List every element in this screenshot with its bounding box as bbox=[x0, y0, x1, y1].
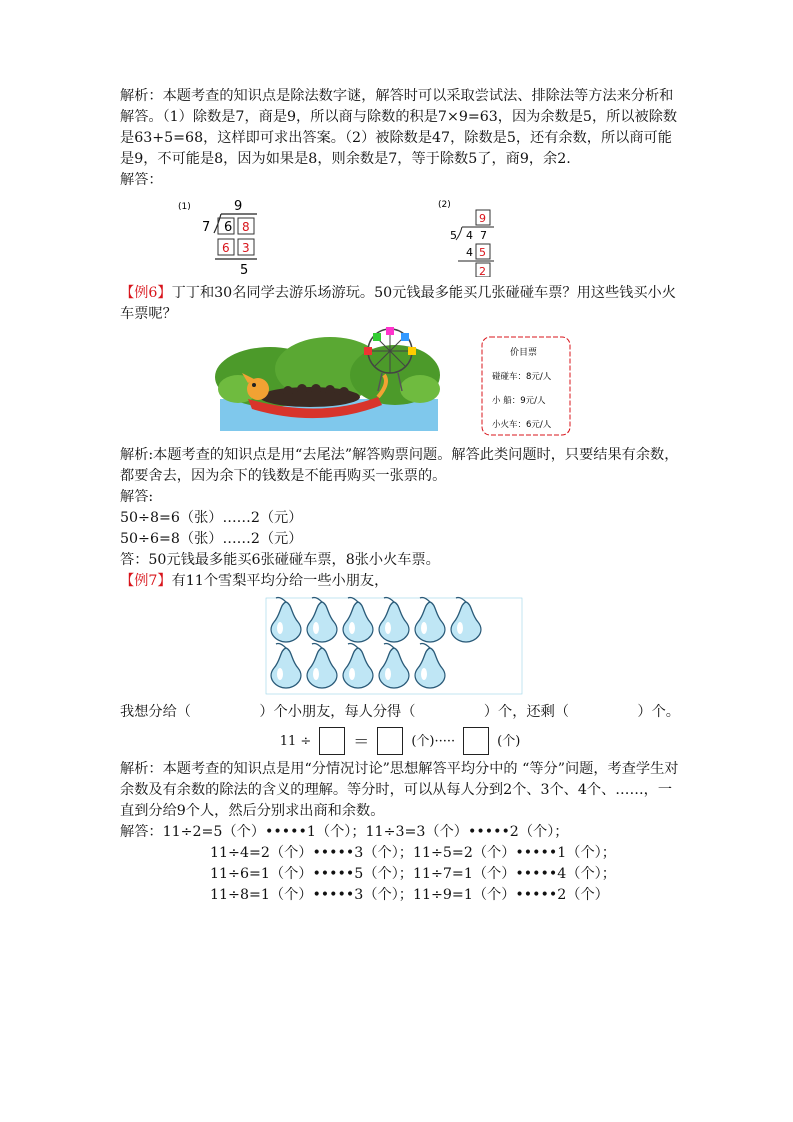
example-7-answers bbox=[210, 843, 680, 906]
pear-icon bbox=[343, 598, 373, 643]
puzzle-2-dividend-digit-2: 7 bbox=[480, 229, 487, 242]
example-6-conclusion: 答：50元钱最多能买6张碰碰车票，8张小火车票。 bbox=[120, 552, 440, 568]
puzzle-1-product-digit-1: 6 bbox=[222, 241, 230, 255]
equation-equals: ＝ bbox=[353, 731, 370, 751]
example-6-heading bbox=[120, 283, 680, 325]
divisor-box[interactable] bbox=[319, 727, 345, 755]
answer-label-1: 解答： bbox=[120, 172, 163, 188]
example-7-tag: 【例7】 bbox=[120, 573, 172, 589]
analysis-paragraph-1: 解析：本题考查的知识点是除法数字谜，解答时可以采取尝试法、排除法等方法来分析和解答。（1）除数是7，商是9，所以商与除数的积是7×9=63，因为余数是5，所以被除数是63+5=68，这样即可求出答案。（2）被除数是47，除数是5，还有余数，所以商可能是9，不可能是8，因为如果是8，则余数是7，等于除数5了，商9，余2. bbox=[120, 88, 678, 167]
example-7-text: 有11个雪梨平均分给一些小朋友， bbox=[171, 573, 389, 589]
example-6-text: 丁丁和30名同学去游乐场游玩。50元钱最多能买几张碰碰车票？用这些钱买小火车票呢？ bbox=[120, 285, 676, 322]
pear-icon bbox=[343, 644, 373, 689]
fill-in-sentence bbox=[120, 702, 680, 723]
puzzle-2-quotient-filled: 9 bbox=[479, 212, 486, 225]
puzzle-1-divisor: 7 bbox=[202, 220, 211, 235]
puzzle-1 bbox=[178, 199, 257, 277]
pear-icon bbox=[379, 598, 409, 643]
sentence-part-4: ）个。 bbox=[637, 704, 680, 720]
example-6-line-1: 50÷8=6（张）……2（元） bbox=[120, 510, 303, 526]
puzzle-1-product-digit-2: 3 bbox=[242, 241, 250, 255]
price-row-bumper-car: 碰碰车：8元/人 bbox=[492, 372, 552, 382]
puzzle-2-dividend-digit-1: 4 bbox=[466, 229, 473, 242]
equation-lhs: 11 ÷ bbox=[279, 733, 312, 749]
pears-svg bbox=[120, 596, 680, 696]
example-7-answer-line-3: 11÷8=1（个）•••••3（个）；11÷9=1（个）•••••2（个） bbox=[210, 887, 609, 903]
example-7-answer-line-2: 11÷6=1（个）•••••5（个）；11÷7=1（个）•••••4（个）； bbox=[210, 866, 616, 882]
puzzle-2-divisor: 5 bbox=[450, 229, 457, 242]
quotient-box[interactable] bbox=[377, 727, 403, 755]
division-puzzles-svg bbox=[120, 197, 680, 277]
division-equation bbox=[120, 723, 680, 759]
puzzle-2 bbox=[438, 200, 494, 277]
amusement-park-figure bbox=[120, 327, 680, 445]
sentence-part-3: ）个，还剩（ bbox=[483, 704, 569, 720]
boat-scene-illustration bbox=[215, 327, 440, 431]
example-6-answer-label: 解答: bbox=[120, 489, 154, 505]
pear-icon bbox=[451, 598, 481, 643]
puzzle-1-label: (1) bbox=[178, 202, 191, 212]
division-puzzles-figure bbox=[120, 197, 680, 277]
pear-icon bbox=[271, 598, 301, 643]
document-page bbox=[120, 86, 680, 906]
puzzle-2-remainder-filled: 2 bbox=[479, 265, 486, 277]
puzzle-1-quotient: 9 bbox=[234, 199, 243, 214]
equation-unit-1: (个)····· bbox=[411, 733, 456, 749]
example-7-analysis: 解析：本题考查的知识点是用“分情况讨论”思想解答平均分中的 “等分”问题，考查学生对余数及有余数的除法的含义的理解。等分时，可以从每人分到2个、3个、4个、……，一直到分给9个人，然后分别求出商和余数。 bbox=[120, 761, 679, 819]
pear-icon bbox=[307, 598, 337, 643]
pears-figure bbox=[120, 596, 680, 696]
puzzle-1-dividend-filled: 8 bbox=[242, 220, 250, 234]
amusement-park-svg bbox=[120, 327, 680, 445]
example-6-tag: 【例6】 bbox=[120, 285, 172, 301]
equation-unit-2: (个) bbox=[497, 733, 521, 749]
price-row-boat: 小 船：9元/人 bbox=[492, 396, 546, 406]
puzzle-2-product-known: 4 bbox=[466, 246, 473, 259]
remainder-box[interactable] bbox=[463, 727, 489, 755]
puzzle-1-remainder: 5 bbox=[240, 263, 249, 277]
sentence-part-2: ）个小朋友，每人分得（ bbox=[259, 704, 416, 720]
price-row-train: 小火车：6元/人 bbox=[492, 420, 552, 430]
puzzle-1-dividend-known: 6 bbox=[224, 220, 233, 235]
sentence-part-1: 我想分给（ bbox=[120, 704, 191, 720]
pear-icon bbox=[307, 644, 337, 689]
puzzle-2-label: (2) bbox=[438, 200, 451, 210]
pear-icon bbox=[271, 644, 301, 689]
price-board-title: 价目票 bbox=[510, 348, 538, 358]
example-6-analysis: 解析:本题考查的知识点是用“去尾法”解答购票问题。解答此类问题时，只要结果有余数，都要舍去，因为余下的钱数是不能再购买一张票的。 bbox=[120, 447, 679, 484]
example-7-heading bbox=[120, 571, 680, 592]
pear-icon bbox=[415, 644, 445, 689]
puzzle-2-product-filled: 5 bbox=[479, 246, 486, 259]
example-6-line-2: 50÷6=8（张）……2（元） bbox=[120, 531, 303, 547]
example-7-answer-first: 解答：11÷2=5（个）•••••1（个）；11÷3=3（个）•••••2（个）； bbox=[120, 824, 569, 840]
example-7-answer-line-1: 11÷4=2（个）•••••3（个）；11÷5=2（个）•••••1（个）； bbox=[210, 845, 616, 861]
price-board bbox=[482, 337, 570, 435]
pear-icon bbox=[415, 598, 445, 643]
pear-icon bbox=[379, 644, 409, 689]
